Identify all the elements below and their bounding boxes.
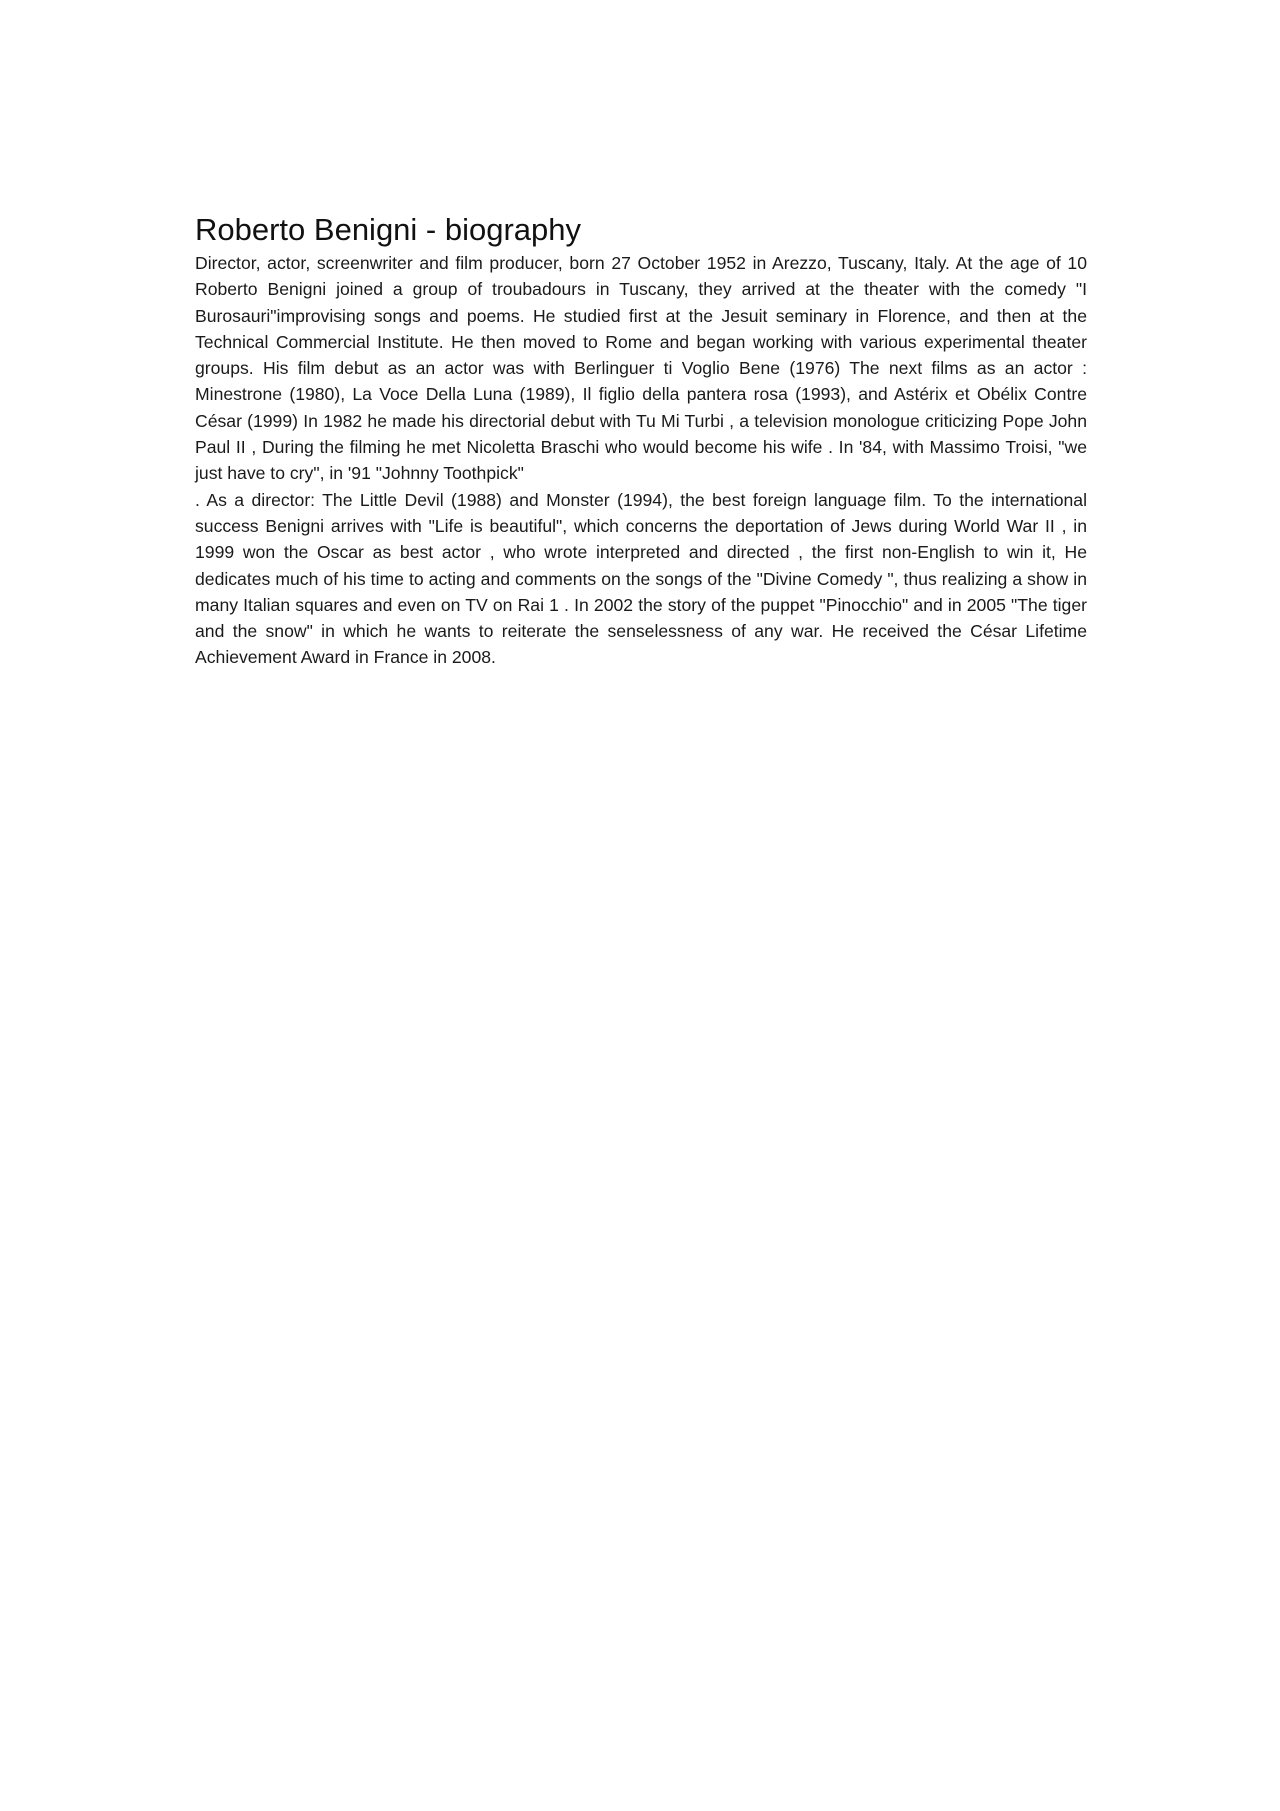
- page-title: Roberto Benigni - biography: [195, 212, 582, 247]
- biography-paragraph-1: Director, actor, screenwriter and film producer, born 27 October 1952 in Arezzo, Tuscany, Italy. At the age of 10 Roberto Benigni joined a group of troubadours in Tuscany, they arrived at the theater with the comedy "I Burosauri"improvising songs and poems. He studied first at the Jesuit seminary in Florence, and then at the Technical Commercial Institute. He then moved to Rome and began working with various experimental theater groups. His film debut as an actor was with Berlinguer ti Voglio Bene (1976) The next films as an actor : Minestrone (1980), La Voce Della Luna (1989), Il figlio della pantera rosa (1993), and Astérix et Obélix Contre César (1999) In 1982 he made his directorial debut with Tu Mi Turbi , a television monologue criticizing Pope John Paul II , During the filming he met Nicoletta Braschi who would become his wife . In '84, with Massimo Troisi, "we just have to cry", in '91 "Johnny Toothpick": [195, 253, 1087, 484]
- document-body: [195, 210, 1087, 671]
- biography-paragraph-2: . As a director: The Little Devil (1988) and Monster (1994), the best foreign language film. To the international success Benigni arrives with "Life is beautiful", which concerns the deportation of Jews during World War II , in 1999 won the Oscar as best actor , who wrote interpreted and directed , the first non-English to win it, He dedicates much of his time to acting and comments on the songs of the "Divine Comedy ", thus realizing a show in many Italian squares and even on TV on Rai 1 . In 2002 the story of the puppet "Pinocchio" and in 2005 "The tiger and the snow" in which he wants to reiterate the senselessness of any war. He received the César Lifetime Achievement Award in France in 2008.: [195, 489, 1087, 668]
